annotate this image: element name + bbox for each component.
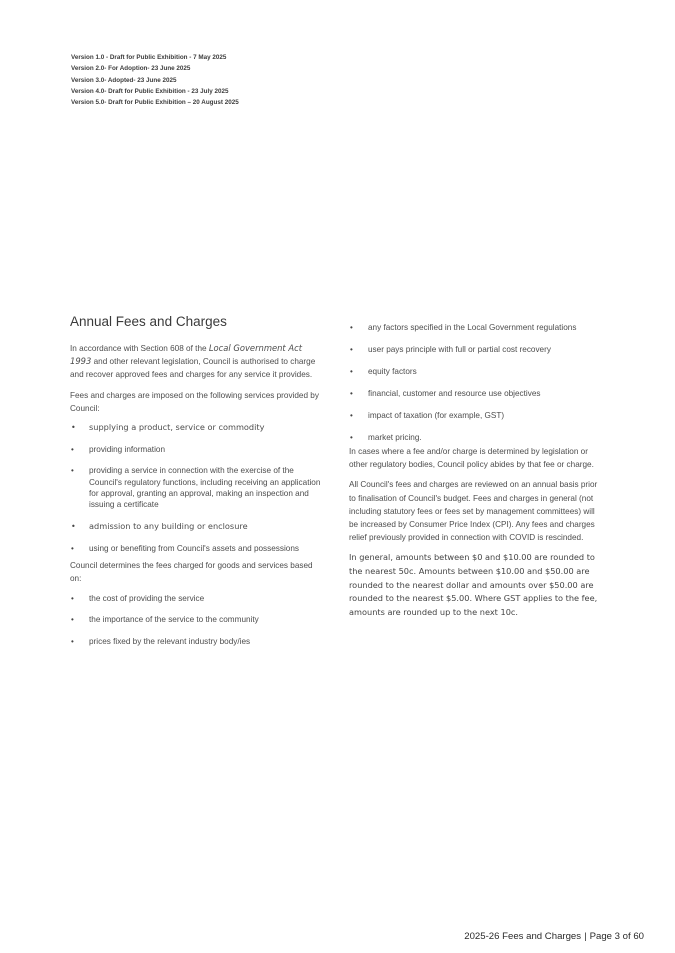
list-item: • the importance of the service to the community <box>70 614 325 625</box>
left-column <box>70 313 325 657</box>
services-list <box>70 422 325 554</box>
list-item: • supplying a product, service or commodity <box>70 422 325 433</box>
review-paragraph: All Council's fees and charges are reviewed on an annual basis prior to finalisation of Council's budget. Fees and charges in general (not including statutory fees or fees set by management committees) will be increased by Consumer Price Index (CPI). Any fees and charges relief previously provided in connection with COVID is rescinded. <box>349 480 598 543</box>
basis-list <box>70 593 325 648</box>
basis-intro: Council determines the fees charged for goods and services based on: <box>70 561 313 584</box>
version-line: Version 4.0- Draft for Public Exhibition - 23 July 2025 <box>71 87 229 95</box>
legislation-paragraph: In cases where a fee and/or charge is determined by legislation or other regulatory bodies, Council policy abides by that fee or charge. <box>349 447 594 470</box>
list-item: • any factors specified in the Local Government regulations <box>349 322 605 333</box>
list-item: • impact of taxation (for example, GST) <box>349 410 605 421</box>
list-item: • admission to any building or enclosure <box>70 521 325 532</box>
list-item: • prices fixed by the relevant industry body/ies <box>70 636 325 647</box>
version-history <box>71 52 239 108</box>
version-line: Version 1.0 - Draft for Public Exhibition - 7 May 2025 <box>71 54 227 61</box>
footer-separator: | <box>584 931 587 942</box>
list-item: • financial, customer and resource use objectives <box>349 388 605 399</box>
list-item: • market pricing. <box>349 432 605 443</box>
list-item: • equity factors <box>349 366 605 377</box>
page-heading: Annual Fees and Charges <box>70 314 227 329</box>
list-item: • user pays principle with full or partial cost recovery <box>349 344 605 355</box>
rounding-paragraph: In general, amounts between $0 and $10.00 are rounded to the nearest 50c. Amounts between $10.00 and $50.00 are rounded to the nearest dollar and amounts over $50.00 are rounded to the nearest $5.00. Where GST applies to the fee, amounts are rounded up to the next 10c. <box>349 552 598 617</box>
version-line: Version 5.0- Draft for Public Exhibition – 20 August 2025 <box>71 99 239 107</box>
list-item: • providing a service in connection with the exercise of the Council's regulatory functions, including receiving an application for approval, granting an approval, making an inspection and issuing a certificate <box>70 465 325 511</box>
right-column <box>349 322 605 626</box>
intro-post: and other relevant legislation, Council is authorised to charge and recover approved fees and charges for any service it provides. <box>70 357 316 380</box>
list-item: • providing information <box>70 444 325 455</box>
version-line: Version 2.0- For Adoption- 23 June 2025 <box>71 65 191 73</box>
list-item: • the cost of providing the service <box>70 593 325 604</box>
services-intro: Fees and charges are imposed on the following services provided by Council: <box>70 390 319 413</box>
page-footer <box>464 931 644 942</box>
intro-pre: In accordance with Section 608 of the <box>70 344 209 353</box>
version-line: Version 3.0- Adopted- 23 June 2025 <box>71 76 177 84</box>
document-title: 2025-26 Fees and Charges <box>464 931 582 942</box>
page-number: Page 3 of 60 <box>589 931 644 942</box>
intro-paragraph <box>70 342 325 382</box>
list-item: • using or benefiting from Council's assets and possessions <box>70 543 325 554</box>
act-name: Local Government Act 1993 <box>70 343 302 367</box>
basis-list-continued <box>349 322 605 443</box>
